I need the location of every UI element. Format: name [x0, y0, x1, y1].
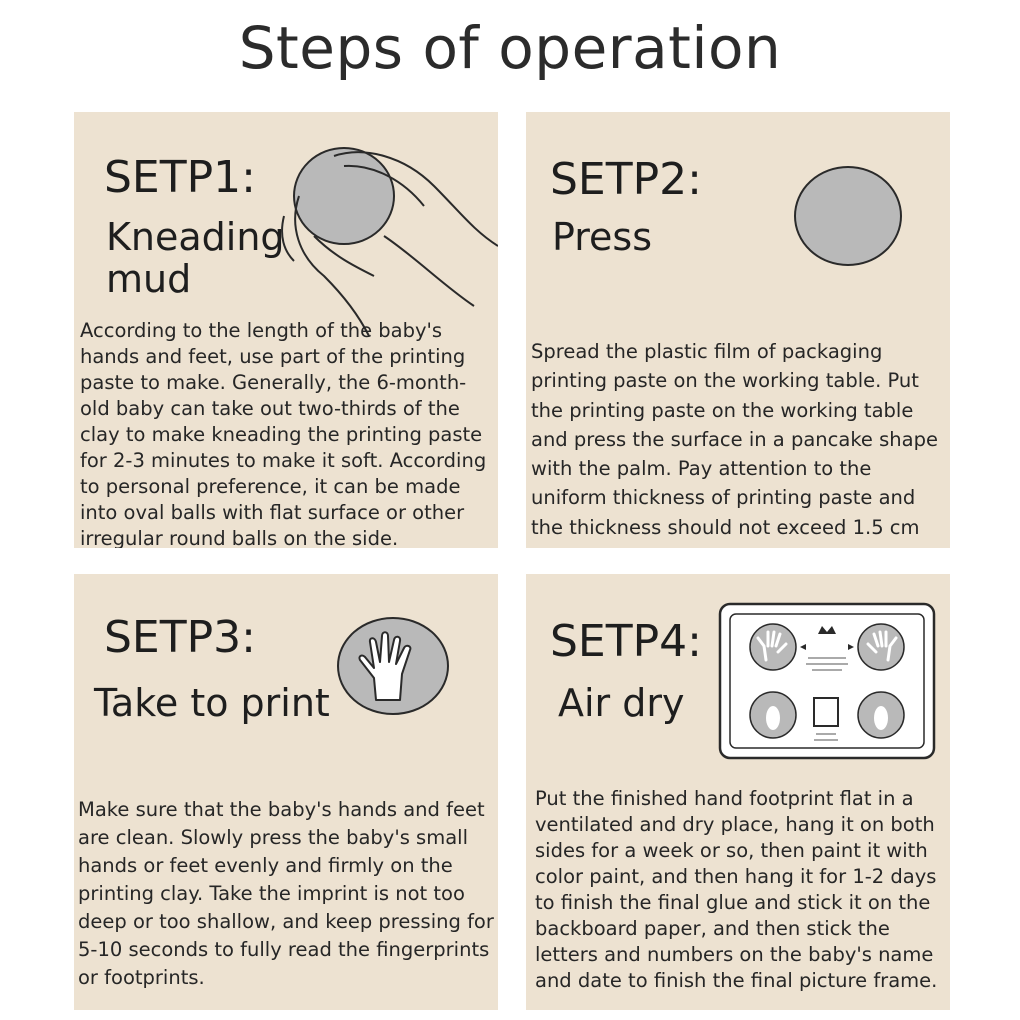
step-1-name-line-1: Kneading [106, 215, 285, 259]
step-2-panel [526, 112, 950, 548]
step-1-name-line-2: mud [106, 257, 192, 301]
step-2-label: SETP2: [550, 154, 702, 205]
step-1-panel [74, 112, 498, 548]
step-1-label: SETP1: [104, 152, 256, 203]
step-1-description: According to the length of the baby's hands and feet, use part of the printing paste to make. Generally, the 6-month-old baby can take out two-thirds of the clay to make kneading the printing paste for 2-3 minutes to make it soft. According to personal preference, it can be made into oval balls with flat surface or other irregular round balls on the side. [80, 319, 487, 548]
step-3-label: SETP3: [104, 612, 256, 663]
handprint-clay-icon [336, 616, 450, 716]
step-2-name: Press [552, 215, 653, 259]
step-4-description: Put the finished hand footprint flat in a ventilated and dry place, hang it on both sides for a week or so, then paint it with color paint, and then hang it for 1-2 days to finish the final glue and stick it on the backboard paper, and then stick the letters and numbers on the baby's name and date to finish the final picture frame. [535, 787, 938, 992]
step-2-description: Spread the plastic film of packaging printing paste on the working table. Put the printing paste on the working table and press the surface in a pancake shape with the palm. Pay attention to the uniform thickness of printing paste and the thickness should not exceed 1.5 cm [531, 340, 938, 539]
step-3-name: Take to print [94, 681, 330, 725]
hands-kneading-clay-icon [274, 136, 498, 336]
page-title: Steps of operation [238, 14, 782, 82]
step-3-description: Make sure that the baby's hands and feet are clean. Slowly press the baby's small hands or feet evenly and firmly on the printing clay. Take the imprint is not too deep or too shallow, and keep pressing for 5-10 seconds to fully read the fingerprints or footprints. [78, 798, 494, 989]
flat-clay-disc-icon [792, 164, 904, 268]
step-4-name: Air dry [558, 681, 685, 725]
picture-frame-icon [718, 602, 936, 762]
step-4-label: SETP4: [550, 616, 702, 667]
step-4-panel [526, 574, 950, 1010]
step-3-panel [74, 574, 498, 1010]
